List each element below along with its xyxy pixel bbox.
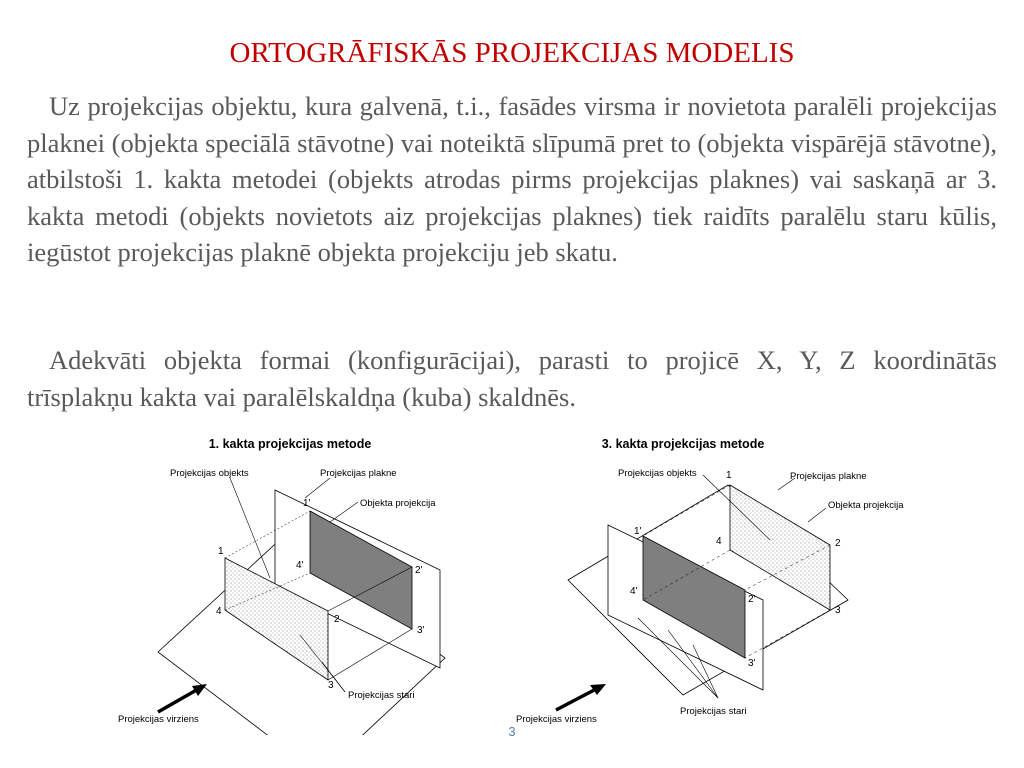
page-number: 3 <box>508 724 516 739</box>
label-rays: Projekcijas stari <box>348 690 415 701</box>
point-1-prime: 1' <box>634 526 642 537</box>
point-1: 1 <box>726 470 732 481</box>
label-direction: Projekcijas virziens <box>118 714 199 725</box>
slide-title: ORTOGRĀFISKĀS PROJEKCIJAS MODELIS <box>229 37 795 69</box>
point-4: 4 <box>216 606 222 617</box>
label-object: Projekcijas objekts <box>618 468 697 479</box>
label-object-projection: Objekta projekcija <box>828 500 904 511</box>
third-angle-diagram <box>508 430 928 735</box>
point-4-prime: 4' <box>296 560 304 571</box>
point-4-prime: 4' <box>630 586 638 597</box>
label-plane: Projekcijas plakne <box>320 468 397 479</box>
label-plane: Projekcijas plakne <box>790 471 867 482</box>
point-3: 3 <box>328 680 334 691</box>
point-2: 2 <box>835 538 841 549</box>
label-object-projection: Objekta projekcija <box>360 498 436 509</box>
label-rays: Projekcijas stari <box>680 706 747 717</box>
diagram2-title: 3. kakta projekcijas metode <box>601 437 765 451</box>
paragraph-2: Adekvāti objekta formai (konfigurācijai), parasti to projicē X, Y, Z koordinātās trīsplakņu kakta vai paralēlskaldņa (kuba) skaldnēs. <box>27 345 997 412</box>
direction-arrow <box>158 688 200 712</box>
first-angle-diagram <box>110 430 455 735</box>
point-1: 1 <box>218 546 224 557</box>
paragraph-1: Uz projekcijas objektu, kura galvenā, t.i., fasādes virsma ir novietota paralēli projekcijas plaknei (objekta speciālā stāvotne) vai noteiktā slīpumā pret to (objekta vispārējā stāvotne), atbilstoši 1. kakta metodei (objekts atrodas pirms projekcijas plaknes) vai saskaņā ar 3. kakta metodi (objekts novietots aiz projekcijas plaknes) tiek raidīts paralēlu staru kūlis, iegūstot projekcijas plaknē objekta projekciju jeb skatu. <box>27 91 997 267</box>
point-4: 4 <box>716 536 722 547</box>
direction-arrow <box>556 688 598 710</box>
point-2-prime: 2' <box>415 565 423 576</box>
point-2-prime: 2' <box>748 594 756 605</box>
point-2: 2 <box>334 614 340 625</box>
point-3-prime: 3' <box>417 625 425 636</box>
point-1-prime: 1' <box>303 498 311 509</box>
diagram1-title: 1. kakta projekcijas metode <box>208 437 372 451</box>
label-direction: Projekcijas virziens <box>516 714 597 725</box>
label-object: Projekcijas objekts <box>170 468 249 479</box>
point-3: 3 <box>835 605 841 616</box>
point-3-prime: 3' <box>748 658 756 669</box>
